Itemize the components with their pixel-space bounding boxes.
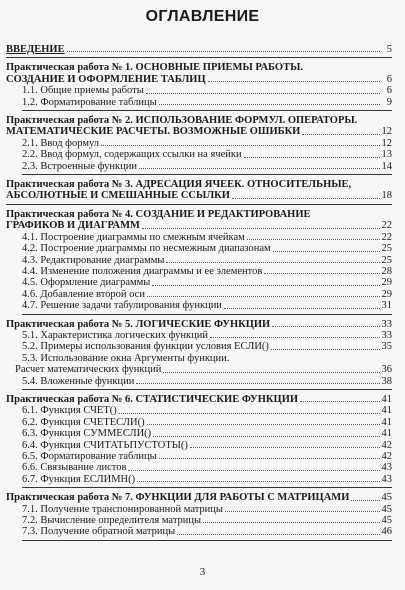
toc-page-number: 43 bbox=[381, 473, 392, 485]
toc-page-number: 5 bbox=[386, 44, 392, 55]
toc-section-row bbox=[6, 74, 392, 85]
toc-subsection-row bbox=[22, 341, 392, 352]
leader-dots bbox=[146, 93, 380, 94]
leader-dots bbox=[232, 198, 380, 199]
toc-subsection[interactable] bbox=[6, 376, 392, 390]
section-divider bbox=[22, 540, 392, 541]
section-divider bbox=[22, 174, 392, 175]
toc-subsection[interactable] bbox=[6, 97, 392, 111]
toc-page-number: 22 bbox=[381, 231, 392, 243]
leader-dots bbox=[147, 296, 380, 297]
toc-page-number: 12 bbox=[381, 137, 392, 149]
page-title: ОГЛАВЛЕНИЕ bbox=[145, 8, 260, 25]
toc-page-number: 25 bbox=[381, 254, 392, 266]
toc-subsection-row bbox=[22, 474, 392, 485]
toc-page-number: 46 bbox=[381, 526, 392, 538]
toc-subsection[interactable] bbox=[6, 232, 392, 243]
toc-subsection-row bbox=[22, 300, 392, 311]
toc-subsection-row bbox=[22, 353, 392, 364]
toc-page-number: 31 bbox=[381, 300, 392, 312]
toc-subsection[interactable] bbox=[6, 277, 392, 288]
section-divider bbox=[22, 487, 392, 488]
toc-subsection-label: 6.1. Функция СЧЕТ() bbox=[22, 405, 117, 417]
leader-dots bbox=[300, 401, 379, 402]
toc-subsection-row bbox=[15, 364, 392, 375]
toc-subsection-row bbox=[22, 138, 392, 149]
leader-dots bbox=[136, 383, 379, 384]
leader-dots bbox=[142, 228, 380, 229]
toc-page-number: 29 bbox=[381, 288, 392, 300]
leader-dots bbox=[190, 447, 380, 448]
toc-subsection-row bbox=[22, 97, 392, 108]
leader-dots bbox=[139, 168, 380, 169]
leader-dots bbox=[224, 308, 380, 309]
toc-page-number: 22 bbox=[381, 220, 392, 232]
toc-subsection[interactable] bbox=[6, 451, 392, 462]
toc-subsection[interactable] bbox=[6, 138, 392, 149]
toc-page-number: 36 bbox=[381, 364, 392, 376]
toc-page-number: 13 bbox=[381, 149, 392, 161]
toc-subsection-row bbox=[22, 451, 392, 462]
leader-dots bbox=[153, 436, 379, 437]
toc-section-title-line1: Практическая работа № 3. АДРЕСАЦИЯ ЯЧЕЕК. ОТНОСИТЕЛЬНЫЕ, bbox=[6, 179, 352, 191]
leader-dots bbox=[247, 239, 380, 240]
toc-subsection-label: 5.1. Характеристика логических функций bbox=[22, 329, 208, 341]
section-divider bbox=[6, 204, 392, 205]
toc-page-number: 25 bbox=[381, 243, 392, 255]
toc-subsection-row bbox=[22, 266, 392, 277]
toc-section[interactable] bbox=[6, 62, 392, 85]
toc-section-title-line2: ГРАФИКОВ И ДИАГРАММ bbox=[6, 220, 140, 232]
toc-intro-label: ВВЕДЕНИЕ bbox=[6, 44, 65, 55]
toc-subsection[interactable] bbox=[6, 161, 392, 175]
leader-dots bbox=[119, 413, 380, 414]
toc-section-title-line1: Практическая работа № 5. ЛОГИЧЕСКИЕ ФУНКЦИИ bbox=[6, 318, 271, 330]
toc-subsection-label: 4.5. Оформление диаграммы bbox=[22, 277, 151, 289]
toc-subsection[interactable] bbox=[6, 405, 392, 416]
toc-subsection[interactable] bbox=[6, 266, 392, 277]
toc-subsection-row bbox=[22, 504, 392, 515]
leader-dots bbox=[271, 349, 380, 350]
toc-page-number: 45 bbox=[381, 503, 392, 515]
table-of-contents bbox=[6, 40, 392, 541]
toc-subsection[interactable] bbox=[6, 149, 392, 160]
leader-dots bbox=[203, 522, 379, 523]
leader-dots bbox=[210, 337, 380, 338]
toc-page-number: 14 bbox=[381, 160, 392, 172]
toc-subsection-label: 4.4. Изменение положения диаграммы и ее элементов bbox=[22, 265, 263, 277]
toc-subsection[interactable] bbox=[6, 462, 392, 473]
toc-subsection[interactable] bbox=[6, 353, 392, 364]
toc-subsection[interactable] bbox=[6, 330, 392, 341]
toc-subsection-row bbox=[22, 255, 392, 266]
toc-section-title-line1: Практическая работа № 2. ИСПОЛЬЗОВАНИЕ ФОРМУЛ. ОПЕРАТОРЫ. bbox=[6, 115, 358, 127]
toc-subsection-label: 5.2. Примеры использования функции условия ЕСЛИ() bbox=[22, 341, 269, 353]
toc-subsection-label: 4.6. Добавление второй оси bbox=[22, 288, 145, 300]
toc-subsection-label: 6.2. Функция СЧЕТЕСЛИ() bbox=[22, 416, 145, 428]
toc-subsection-row bbox=[22, 515, 392, 526]
toc-section[interactable] bbox=[6, 115, 392, 138]
toc-subsection-row bbox=[22, 428, 392, 439]
toc-subsection[interactable] bbox=[6, 504, 392, 515]
toc-section-title-line2: АБСОЛЮТНЫЕ И СМЕШАННЫЕ ССЫЛКИ bbox=[6, 190, 230, 202]
toc-subsection-label: 1.2. Форматирование таблицы bbox=[22, 96, 157, 108]
toc-subsection-label: 6.7. Функция ЕСЛИМН() bbox=[22, 473, 136, 485]
toc-section-title-line1: Практическая работа № 7. ФУНКЦИИ ДЛЯ РАБОТЫ С МАТРИЦАМИ bbox=[6, 492, 350, 504]
leader-dots bbox=[351, 500, 379, 501]
toc-section-row bbox=[6, 126, 392, 137]
toc-subsection-label: 5.3. Использование окна Аргументы функции. bbox=[22, 352, 230, 364]
toc-subsection-label: Расчет математических функций bbox=[15, 364, 162, 376]
toc-subsection-label: 4.3. Редактирование диаграммы bbox=[22, 254, 165, 266]
toc-subsection[interactable] bbox=[6, 300, 392, 314]
section-divider bbox=[6, 57, 392, 58]
leader-dots bbox=[67, 51, 380, 52]
toc-subsection-row bbox=[22, 462, 392, 473]
toc-page-number: 41 bbox=[381, 428, 392, 440]
toc-subsection-label: 4.1. Построение диаграммы по смежным ячейкам bbox=[22, 231, 245, 243]
leader-dots bbox=[159, 458, 380, 459]
toc-subsection-label: 4.7. Решение задачи табулирования функции bbox=[22, 300, 222, 312]
toc-subsection-label: 6.6. Связывание листов bbox=[22, 462, 127, 474]
toc-subsection[interactable] bbox=[6, 341, 392, 352]
leader-dots bbox=[166, 262, 379, 263]
toc-page-number: 45 bbox=[381, 492, 392, 504]
toc-subsection-label: 6.4. Функция СЧИТАТЬПУСТОТЫ() bbox=[22, 439, 188, 451]
leader-dots bbox=[159, 104, 380, 105]
toc-subsection-row bbox=[22, 289, 392, 300]
page-number: 3 bbox=[199, 566, 206, 578]
toc-section-row bbox=[6, 492, 392, 503]
leader-dots bbox=[302, 134, 379, 135]
toc-subsection-row bbox=[22, 161, 392, 172]
leader-dots bbox=[244, 157, 380, 158]
toc-page-number: 12 bbox=[381, 126, 392, 138]
toc-section[interactable] bbox=[6, 209, 392, 232]
toc-page-number: 33 bbox=[381, 329, 392, 341]
leader-dots bbox=[152, 285, 379, 286]
toc-section[interactable] bbox=[6, 394, 392, 405]
toc-page-number: 18 bbox=[381, 190, 392, 202]
toc-page-number: 45 bbox=[381, 515, 392, 527]
toc-page-number: 6 bbox=[386, 85, 392, 97]
section-divider bbox=[22, 314, 392, 315]
toc-page-number: 29 bbox=[381, 277, 392, 289]
toc-subsection[interactable] bbox=[6, 428, 392, 439]
toc-subsection-label: 6.3. Функция СУММЕСЛИ() bbox=[22, 428, 152, 440]
leader-dots bbox=[177, 534, 379, 535]
toc-page-number: 6 bbox=[386, 73, 392, 85]
toc-section-title-line2: МАТЕМАТИЧЕСКИЕ РАСЧЕТЫ. ВОЗМОЖНЫЕ ОШИБКИ bbox=[6, 126, 301, 138]
toc-page-number: 38 bbox=[381, 375, 392, 387]
toc-section[interactable] bbox=[6, 492, 392, 503]
toc-page-number: 28 bbox=[381, 265, 392, 277]
toc-subsection-label: 6.5. Форматирование таблицы bbox=[22, 451, 157, 462]
toc-subsection-label: 1.1. Общие приемы работы bbox=[22, 85, 144, 97]
toc-subsection-label: 7.1. Получение транспонированной матрицы bbox=[22, 503, 223, 515]
toc-page-number: 33 bbox=[381, 318, 392, 330]
toc-subsection-label: 7.2. Вычисление определителя матрицы bbox=[22, 515, 202, 527]
leader-dots bbox=[137, 481, 379, 482]
toc-page-number: 41 bbox=[381, 405, 392, 417]
leader-dots bbox=[272, 326, 379, 327]
leader-dots bbox=[225, 511, 380, 512]
toc-subsection-row bbox=[22, 330, 392, 341]
leader-dots bbox=[264, 273, 379, 274]
toc-subsection-row bbox=[22, 405, 392, 416]
toc-section-title-line2: СОЗДАНИЕ И ОФОРМЛЕНИЕ ТАБЛИЦ bbox=[6, 73, 206, 85]
toc-section-title-line1: Практическая работа № 4. СОЗДАНИЕ И РЕДАКТИРОВАНИЕ bbox=[6, 208, 311, 220]
section-divider bbox=[22, 389, 392, 390]
toc-page-number: 42 bbox=[381, 439, 392, 451]
toc-section[interactable] bbox=[6, 319, 392, 330]
leader-dots bbox=[273, 251, 380, 252]
toc-subsection[interactable] bbox=[6, 526, 392, 540]
toc-subsection-row bbox=[22, 277, 392, 288]
toc-page-number: 41 bbox=[381, 416, 392, 428]
leader-dots bbox=[208, 81, 380, 82]
toc-subsection-label: 4.2. Построение диаграммы по несмежным диапазонам bbox=[22, 243, 271, 255]
toc-subsection-row bbox=[22, 243, 392, 254]
toc-subsection[interactable] bbox=[6, 255, 392, 266]
toc-page-number: 41 bbox=[381, 393, 392, 405]
toc-section-row bbox=[6, 394, 392, 405]
toc-section-row bbox=[6, 220, 392, 231]
leader-dots bbox=[147, 424, 380, 425]
toc-subsection[interactable] bbox=[6, 515, 392, 526]
toc-subsection[interactable] bbox=[6, 474, 392, 488]
section-divider bbox=[22, 110, 392, 111]
toc-subsection-row bbox=[22, 417, 392, 428]
toc-section-row bbox=[6, 190, 392, 201]
toc-section-row bbox=[6, 319, 392, 330]
toc-page-number: 35 bbox=[381, 341, 392, 353]
leader-dots bbox=[163, 372, 379, 373]
toc-page-number: 43 bbox=[381, 462, 392, 474]
toc-subsection-row bbox=[22, 85, 392, 96]
toc-subsection-label: 2.3. Встроенные функции bbox=[22, 160, 137, 172]
leader-dots bbox=[101, 145, 380, 146]
toc-subsection-label: 2.1. Ввод формул bbox=[22, 137, 99, 149]
toc-page-number: 42 bbox=[381, 451, 392, 462]
toc-intro[interactable] bbox=[6, 44, 392, 58]
toc-section-title-line1: Практическая работа № 6. СТАТИСТИЧЕСКИЕ ФУНКЦИИ bbox=[6, 393, 299, 405]
toc-subsection-row bbox=[22, 149, 392, 160]
toc-subsection[interactable] bbox=[6, 289, 392, 300]
toc-subsection-row bbox=[22, 232, 392, 243]
toc-subsection[interactable] bbox=[6, 440, 392, 451]
toc-subsection-row bbox=[22, 376, 392, 387]
leader-dots bbox=[128, 470, 379, 471]
toc-subsection-label: 2.2. Ввод формул, содержащих ссылки на ячейки bbox=[22, 149, 242, 161]
toc-subsection[interactable] bbox=[6, 364, 392, 375]
toc-subsection-label: 7.3. Получение обратной матрицы bbox=[22, 526, 176, 538]
toc-page-number: 9 bbox=[386, 96, 392, 108]
toc-subsection-label: 5.4. Вложенные функции bbox=[22, 375, 135, 387]
toc-subsection-row bbox=[22, 526, 392, 537]
toc-subsection-row bbox=[22, 440, 392, 451]
toc-subsection[interactable] bbox=[6, 85, 392, 96]
toc-section-title-line1: Практическая работа № 1. ОСНОВНЫЕ ПРИЕМЫ РАБОТЫ. bbox=[6, 62, 304, 74]
toc-subsection[interactable] bbox=[6, 243, 392, 254]
toc-subsection[interactable] bbox=[6, 417, 392, 428]
toc-section[interactable] bbox=[6, 179, 392, 205]
